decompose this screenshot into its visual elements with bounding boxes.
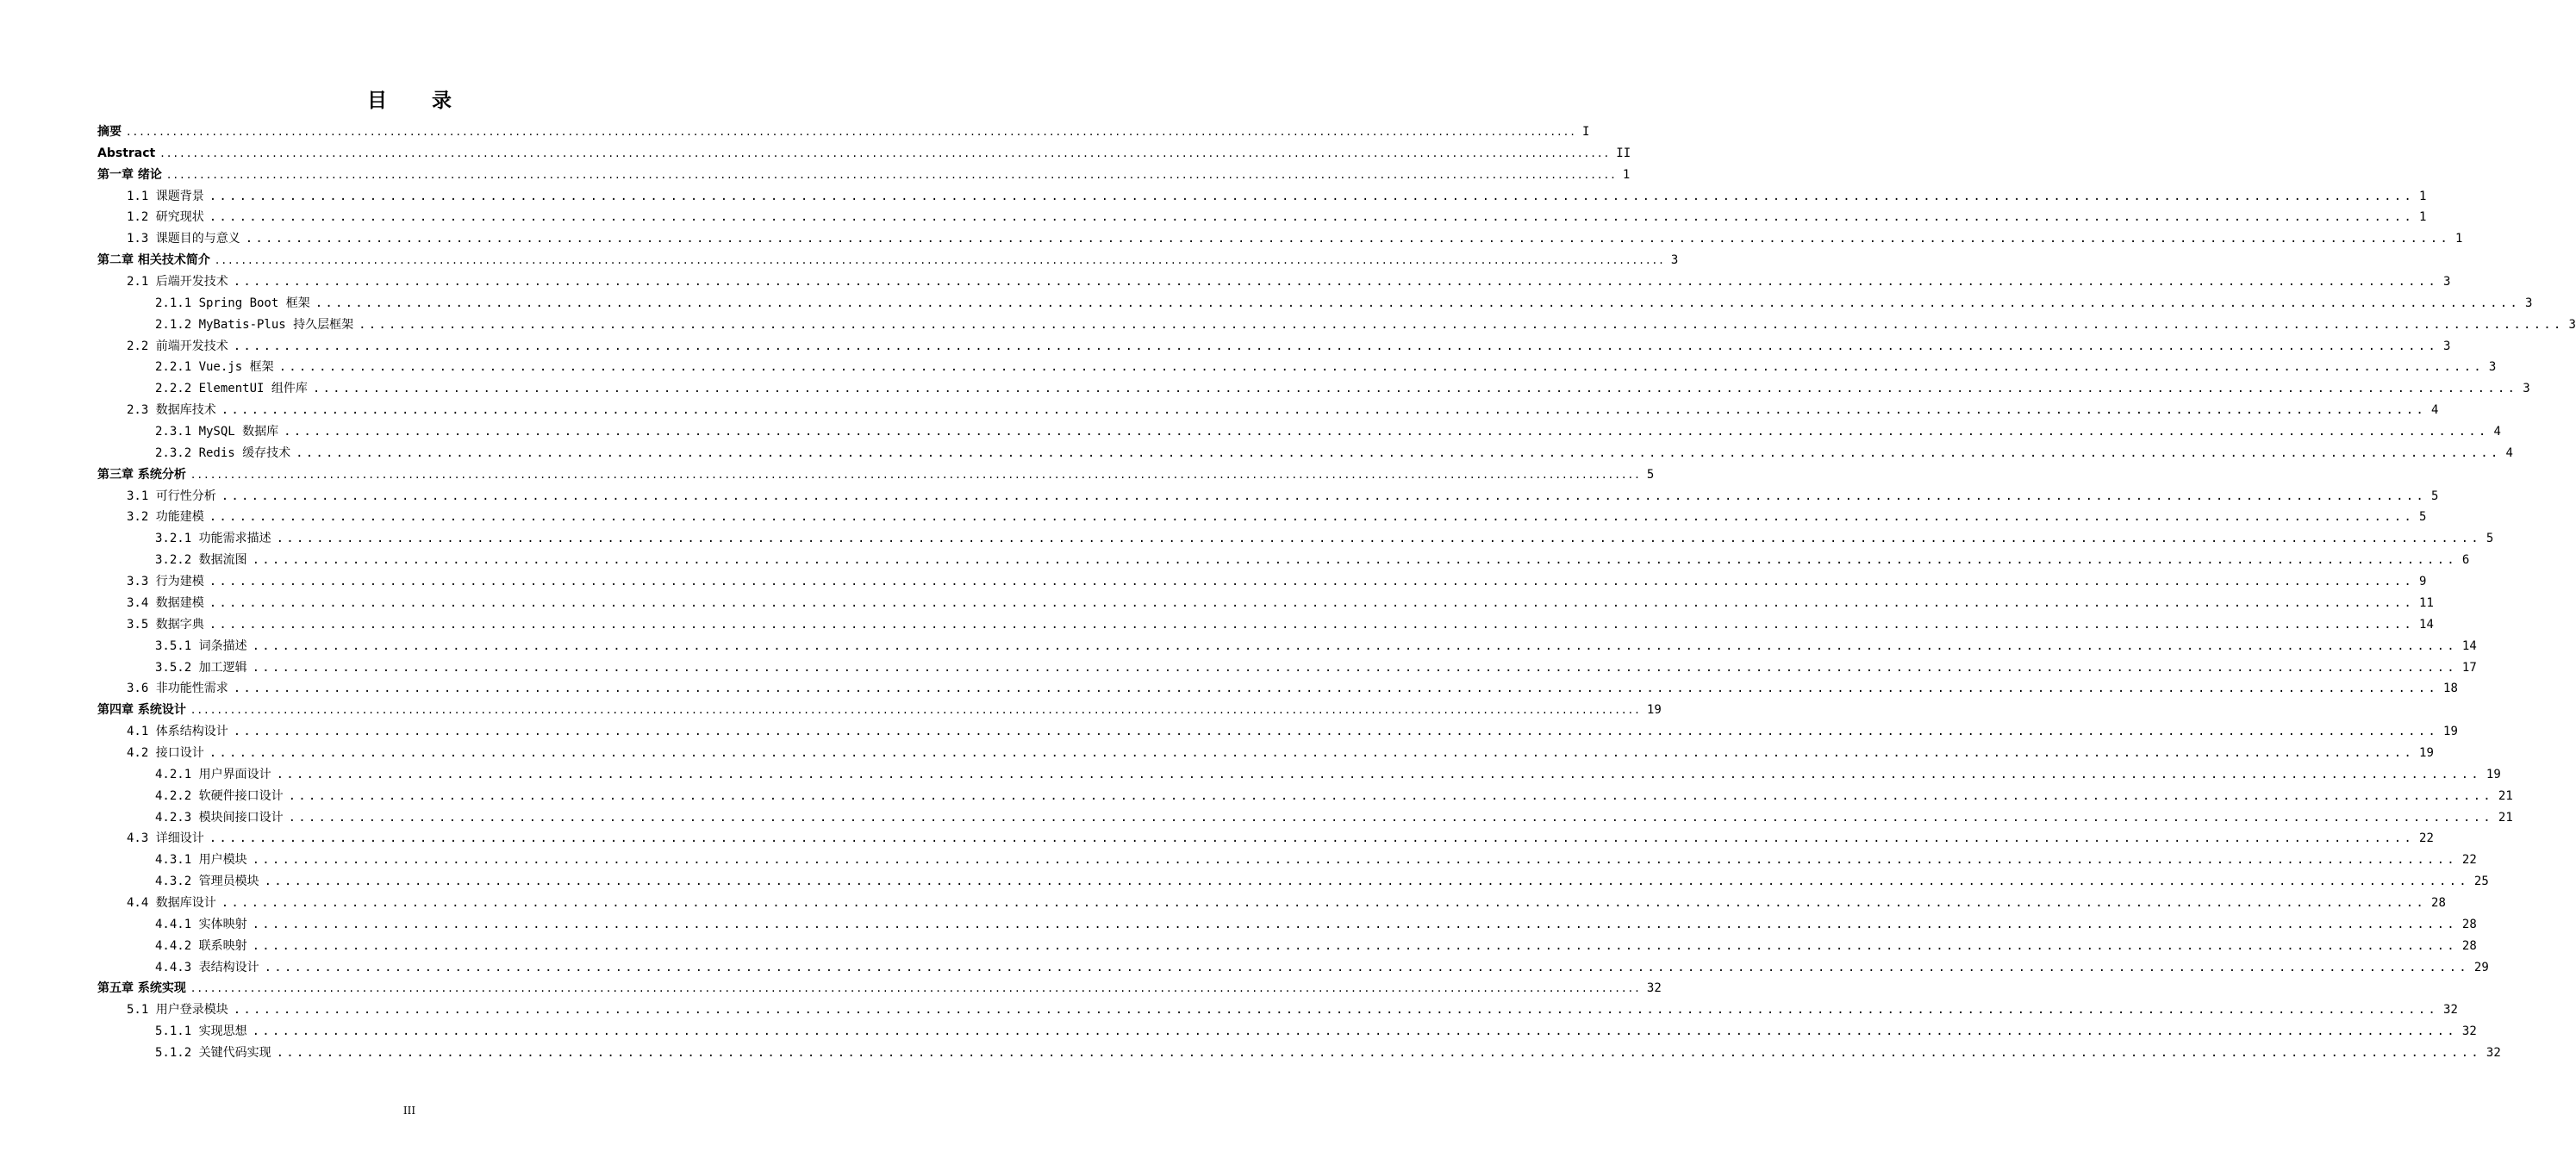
toc-entry-page: 32 [2443,1003,2458,1018]
dot-leader: ............................................................................................................................................................................................................................ [233,1003,2439,1018]
toc-entry-page: 19 [1646,703,1662,718]
dot-leader: ............................................................................................................................................................................................................................ [276,532,2481,546]
dot-leader: ............................................................................................................................................................................................................................ [288,788,2493,803]
dot-leader: ............................................................................................................................................................................................................................ [252,553,2457,568]
dot-leader: ............................................................................................................................................................................................................................ [127,125,1578,139]
toc-entry-label: 第三章 系统分析 [97,467,186,482]
toc-entry-page: 4 [2505,445,2513,460]
toc-entry-level-3[interactable] [0,871,2489,893]
dot-leader: ............................................................................................................................................................................................................................ [284,425,2489,439]
toc-entry-level-3[interactable] [0,1043,2501,1064]
dot-leader: ............................................................................................................................................................................................................................ [276,767,2481,781]
toc-entry-label: 4.1 体系结构设计 [127,725,228,739]
toc-entry-page: 21 [2498,788,2513,803]
dot-leader: ............................................................................................................................................................................................................................ [221,895,2427,910]
toc-entry-label: 1.1 课题背景 [127,189,204,203]
dot-leader: ............................................................................................................................................................................................................................ [252,853,2457,868]
toc-entry-label: 第四章 系统设计 [97,703,186,718]
toc-entry-level-1[interactable] [0,143,1631,165]
toc-entry-level-2[interactable] [0,828,2434,850]
footer-page-number: III [402,1105,416,1117]
dot-leader: ............................................................................................................................................................................................................................ [233,275,2439,290]
toc-entry-level-2[interactable] [0,271,2451,293]
toc-entry-page: 22 [2461,853,2477,868]
dot-leader: ............................................................................................................................................................................................................................ [209,595,2415,610]
toc-entry-level-3[interactable] [0,528,2494,550]
toc-entry-level-3[interactable] [0,550,2470,571]
toc-entry-label: 4.2.1 用户界面设计 [155,767,271,781]
dot-leader: ............................................................................................................................................................................................................................ [221,403,2427,418]
dot-leader: ............................................................................................................................................................................................................................ [209,617,2415,632]
toc-entry-label: 4.3.1 用户模块 [155,853,247,868]
dot-leader: ............................................................................................................................................................................................................................ [252,1024,2457,1039]
toc-entry-level-1[interactable] [0,700,1662,721]
toc-entry-page: II [1616,146,1631,160]
toc-entry-label: 2.3.1 MySQL 数据库 [155,425,279,439]
toc-entry-level-3[interactable] [0,807,2513,829]
toc-entry-level-3[interactable] [0,936,2477,957]
toc-entry-level-3[interactable] [0,850,2477,871]
dot-leader: ............................................................................................................................................................................................................................ [252,938,2457,953]
toc-entry-page: 28 [2431,895,2446,910]
toc-entry-page: 3 [2443,339,2451,353]
toc-entry-level-3[interactable] [0,443,2513,464]
toc-entry-level-3[interactable] [0,786,2513,807]
toc-entry-label: 4.2.3 模块间接口设计 [155,810,284,825]
toc-entry-page: 11 [2419,595,2434,610]
toc-entry-label: 3.6 非功能性需求 [127,682,228,696]
toc-entry-level-3[interactable] [0,293,2533,314]
toc-entry-page: 1 [2419,210,2427,225]
dot-leader: ............................................................................................................................................................................................................................ [209,210,2415,225]
dot-leader: ............................................................................................................................................................................................................................ [209,831,2415,846]
toc-entry-page: 3 [1670,253,1679,268]
toc-entry-page: 14 [2461,638,2477,653]
toc-entry-level-3[interactable] [0,914,2477,936]
dot-leader: ............................................................................................................................................................................................................................ [190,981,1642,996]
toc-entry-page: I [1582,125,1590,139]
dot-leader: ............................................................................................................................................................................................................................ [312,382,2518,396]
dot-leader: ............................................................................................................................................................................................................................ [215,253,1666,268]
toc-entry-page: 21 [2498,810,2513,825]
dot-leader: ............................................................................................................................................................................................................................ [233,682,2439,696]
dot-leader: ............................................................................................................................................................................................................................ [264,875,2469,889]
dot-leader: ............................................................................................................................................................................................................................ [264,960,2469,974]
toc-entry-level-2[interactable] [0,614,2434,636]
dot-leader: ............................................................................................................................................................................................................................ [252,638,2457,653]
page-title: 目 录 [366,90,471,112]
toc-entry-label: 4.2 接口设计 [127,745,204,760]
toc-entry-page: 3 [2568,317,2576,332]
toc-entry-label: 4.3 详细设计 [127,831,204,846]
toc-entry-page: 3 [2523,382,2530,396]
toc-entry-page: 19 [2443,725,2458,739]
toc-entry-level-2[interactable] [0,593,2434,614]
toc-entry-level-3[interactable] [0,378,2530,400]
toc-entry-label: 3.2.1 功能需求描述 [155,532,271,546]
toc-entry-label: 4.2.2 软硬件接口设计 [155,788,284,803]
toc-entry-level-3[interactable] [0,421,2501,443]
toc-entry-page: 1 [1622,167,1631,182]
toc-entry-label: 第二章 相关技术简介 [97,253,210,268]
toc-entry-level-3[interactable] [0,636,2477,657]
toc-entry-page: 5 [2419,510,2427,525]
toc-entry-level-3[interactable] [0,657,2477,679]
toc-entry-page: 22 [2419,831,2434,846]
toc-entry-level-1[interactable] [0,165,1631,186]
dot-leader: ............................................................................................................................................................................................................................ [166,167,1618,182]
toc-entry-level-2[interactable] [0,486,2439,507]
toc-entry-label: 3.5 数据字典 [127,617,204,632]
dot-leader: ............................................................................................................................................................................................................................ [252,660,2457,675]
toc-entry-label: 2.2.1 Vue.js 框架 [155,360,274,375]
toc-entry-label: 2.3.2 Redis 缓存技术 [155,445,291,460]
toc-entry-level-2[interactable] [0,336,2451,358]
dot-leader: ............................................................................................................................................................................................................................ [233,339,2439,353]
toc-entry-level-2[interactable] [0,186,2427,208]
toc-entry-page: 25 [2473,875,2489,889]
toc-entry-page: 32 [2486,1045,2501,1060]
toc-entry-page: 6 [2461,553,2470,568]
toc-entry-page: 29 [2473,960,2489,974]
dot-leader: ............................................................................................................................................................................................................................ [296,445,2501,460]
toc-entry-level-1[interactable] [0,121,1590,143]
toc-entry-label: 5.1.1 实现思想 [155,1024,247,1039]
toc-entry-level-3[interactable] [0,957,2489,979]
toc-entry-label: 5.1.2 关键代码实现 [155,1045,271,1060]
toc-entry-label: 3.2.2 数据流图 [155,553,247,568]
toc-entry-label: 3.2 功能建模 [127,510,204,525]
toc-entry-page: 32 [1646,981,1662,996]
toc-entry-level-2[interactable] [0,400,2439,421]
toc-entry-page: 1 [2455,232,2463,246]
toc-entry-label: 2.3 数据库技术 [127,403,216,418]
dot-leader: ............................................................................................................................................................................................................................ [233,725,2439,739]
dot-leader: ............................................................................................................................................................................................................................ [209,745,2415,760]
toc-entry-label: 1.3 课题目的与意义 [127,232,240,246]
toc-entry-label: 2.2 前端开发技术 [127,339,228,353]
toc-entry-level-1[interactable] [0,978,1662,999]
toc-entry-level-2[interactable] [0,678,2458,700]
toc-entry-label: 第一章 绪论 [97,167,162,182]
toc-entry-page: 17 [2461,660,2477,675]
dot-leader: ............................................................................................................................................................................................................................ [315,296,2521,310]
toc-entry-page: 19 [2486,767,2501,781]
toc-entry-label: 1.2 研究现状 [127,210,204,225]
toc-entry-page: 18 [2443,682,2458,696]
dot-leader: ............................................................................................................................................................................................................................ [209,510,2415,525]
toc-entry-label: 3.4 数据建模 [127,595,204,610]
toc-entry-label: 3.5.2 加工逻辑 [155,660,247,675]
dot-leader: ............................................................................................................................................................................................................................ [209,189,2415,203]
toc-entry-label: 第五章 系统实现 [97,981,186,996]
toc-entry-page: 32 [2461,1024,2477,1039]
dot-leader: ............................................................................................................................................................................................................................ [221,489,2427,503]
toc-entry-level-2[interactable] [0,893,2446,914]
toc-entry-level-3[interactable] [0,764,2501,786]
dot-leader: ............................................................................................................................................................................................................................ [288,810,2493,825]
toc-entry-label: 4.4.1 实体映射 [155,917,247,931]
toc-entry-label: 3.5.1 词条描述 [155,638,247,653]
toc-entry-page: 14 [2419,617,2434,632]
toc-entry-level-2[interactable] [0,571,2427,593]
toc-entry-level-2[interactable] [0,207,2427,228]
toc-entry-label: 摘要 [97,125,122,139]
toc-entry-level-2[interactable] [0,228,2463,250]
toc-entry-label: 3.1 可行性分析 [127,489,216,503]
dot-leader: ............................................................................................................................................................................................................................ [190,467,1642,482]
toc-entry-page: 4 [2493,425,2501,439]
toc-entry-level-2[interactable] [0,999,2458,1021]
toc-entry-label: 5.1 用户登录模块 [127,1003,228,1018]
toc-entry-page: 3 [2443,275,2451,290]
toc-entry-level-3[interactable] [0,357,2497,378]
dot-leader: ............................................................................................................................................................................................................................ [359,317,2564,332]
dot-leader: ............................................................................................................................................................................................................................ [190,703,1642,718]
toc-entry-label: 4.4 数据库设计 [127,895,216,910]
toc-entry-page: 9 [2419,575,2427,589]
toc-entry-label: 4.4.2 联系映射 [155,938,247,953]
toc-entry-label: 2.2.2 ElementUI 组件库 [155,382,308,396]
toc-entry-page: 28 [2461,917,2477,931]
toc-entry-label: 2.1.2 MyBatis-Plus 持久层框架 [155,317,354,332]
toc-entry-level-2[interactable] [0,743,2434,764]
toc-entry-level-1[interactable] [0,250,1679,271]
dot-leader: ............................................................................................................................................................................................................................ [276,1045,2481,1060]
dot-leader: ............................................................................................................................................................................................................................ [209,575,2415,589]
toc-entry-page: 28 [2461,938,2477,953]
toc-entry-level-3[interactable] [0,314,2576,336]
toc-entry-label: 3.3 行为建模 [127,575,204,589]
dot-leader: ............................................................................................................................................................................................................................ [252,917,2457,931]
toc-entry-level-2[interactable] [0,507,2427,528]
toc-entry-level-1[interactable] [0,464,1655,486]
toc-entry-level-3[interactable] [0,1021,2477,1043]
toc-entry-page: 3 [2525,296,2533,310]
toc-entry-page: 19 [2419,745,2434,760]
dot-leader: ............................................................................................................................................................................................................................ [160,146,1612,160]
toc-entry-page: 5 [2431,489,2439,503]
toc-entry-page: 5 [2486,532,2494,546]
toc-entry-page: 3 [2488,360,2497,375]
toc-entry-label: 4.3.2 管理员模块 [155,875,259,889]
toc-entry-label: 4.4.3 表结构设计 [155,960,259,974]
dot-leader: ............................................................................................................................................................................................................................ [278,360,2484,375]
toc-entry-page: 5 [1646,467,1655,482]
toc-entry-page: 4 [2431,403,2439,418]
toc-entry-level-2[interactable] [0,721,2458,743]
toc-entry-label: Abstract [97,146,156,160]
toc-entry-page: 1 [2419,189,2427,203]
toc-entry-label: 2.1.1 Spring Boot 框架 [155,296,310,310]
toc-entry-label: 2.1 后端开发技术 [127,275,228,290]
dot-leader: ............................................................................................................................................................................................................................ [245,232,2451,246]
